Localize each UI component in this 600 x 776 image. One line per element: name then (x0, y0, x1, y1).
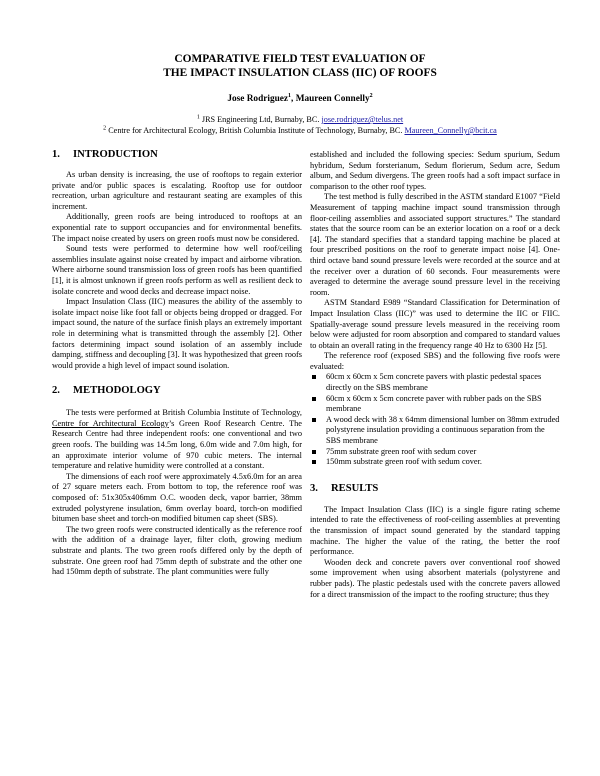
paper-title (40, 52, 560, 80)
paragraph: Impact Insulation Class (IIC) measures the ability of the assembly to isolate impact noise like foot fall or objects being dropped or dragged. For impact sound, the nature of the surface finish plays an extremely important role in determining what is transmitted through the assembly [2]. Other factors determining impact sound isolation of an assembly include damping, stiffness and decoupling [3]. It was hypothesized that green roofs would provide a high level of impact sound isolation. (52, 297, 302, 370)
title-line-2: THE IMPACT INSULATION CLASS (IIC) OF ROOFS (163, 67, 437, 79)
list-item: A wood deck with 38 x 64mm dimensional lumber on 38mm extruded polystyrene insulation providing a continuous separation from the SBS membrane (310, 415, 560, 447)
section-title: INTRODUCTION (73, 149, 158, 160)
affiliations (20, 114, 580, 136)
author-affiliation-marker: 2 (369, 92, 373, 99)
paragraph (52, 408, 302, 472)
author-list (40, 93, 560, 105)
affiliation-1 (20, 114, 580, 125)
section-number: 3. (310, 482, 318, 494)
email-link[interactable]: Maureen_Connelly@bcit.ca (404, 126, 497, 135)
section-heading-results (310, 483, 560, 495)
affiliation-text: JRS Engineering Ltd, Burnaby, BC. (201, 115, 322, 124)
roof-list (310, 372, 560, 467)
paragraph: Wooden deck and concrete pavers over conventional roof showed some improvement when using absorbent materials (polystyrene and rubber pads). The plastic pedestals used with the concrete pavers allowed for a direct transmission of the impact to the roofing structure; thus they (310, 557, 560, 599)
email-link[interactable]: jose.rodriguez@telus.net (321, 115, 404, 124)
paragraph: established and included the following species: Sedum spurium, Sedum hybridum, Sedum forsterianum, Sedum florierum, Sedum acre, Sedum album, and Sedum divergens. The green roofs had a soft impact surface in comparison to the other roof types. (310, 150, 560, 191)
paragraph-text: The tests were performed at British Columbia Institute of Technology, (66, 408, 302, 418)
left-column (52, 149, 302, 578)
paragraph: The test method is fully described in the ASTM standard E1007 “Field Measurement of tapping machine impact sound transmission through floor-ceiling assemblies and associated support structures.” The standard states that the source room can be an exterior location on a roof or a deck [4]. The standard specifies that a standard tapping machine be placed at four prescribed positions on the roof to generate impact noise [4]. One-third octave band sound pressure levels were recorded at the source and at the receiver over a duration of 60 seconds. Four measurements were averaged to determine the average sound pressure level in the receiving room. (310, 192, 560, 297)
paragraph: Sound tests were performed to determine how well roof/ceiling assemblies insulate against noise created by impact and airborne vibration. Where airborne sound transmission loss of green roofs has been quantified [1], it is almost unknown if green roofs perform as well as resilient deck to isolate concrete and wood decks and decrease impact noise. (52, 244, 302, 296)
section-title: METHODOLOGY (73, 385, 161, 397)
section-title: RESULTS (331, 482, 379, 494)
affiliation-2 (20, 125, 580, 136)
title-line-1: COMPARATIVE FIELD TEST EVALUATION OF (174, 53, 426, 65)
author-name: Maureen Connelly (295, 94, 370, 104)
affiliation-marker: 2 (103, 125, 107, 132)
paragraph: The two green roofs were constructed identically as the reference roof with the addition of a drainage layer, filter cloth, growing medium substrate and plants. The two green roofs differed only by the depth of substrate. One green roof had 75mm depth of substrate and the other one had 150mm depth of substrate. The plant communities were fully (52, 524, 302, 577)
paragraph-text: ’s Green Roof Research Centre. The Research Centre had three independent roofs: one conventional and two green roofs. The building was 14.5m long, 6.0m wide and 7.0m high, for an approximate interior volume of 970 cubic meters. The internal temperature and relative humidity were controlled at a constant. (52, 418, 302, 471)
author-separator: , (291, 94, 296, 104)
section-heading-methodology (52, 385, 302, 397)
section-heading-introduction (52, 149, 302, 161)
section-number: 1. (52, 149, 60, 160)
author-affiliation-marker: 1 (288, 92, 292, 99)
affiliation-text: Centre for Architectural Ecology, British Columbia Institute of Technology, Burnaby, BC. (108, 126, 405, 135)
list-item: 60cm x 60cm x 5cm concrete paver with rubber pads on the SBS membrane (310, 394, 560, 415)
section-number: 2. (52, 385, 60, 397)
list-item: 60cm x 60cm x 5cm concrete pavers with plastic pedestal spaces directly on the SBS membrane (310, 372, 560, 393)
affiliation-marker: 1 (196, 114, 200, 121)
list-item: 75mm substrate green roof with sedum cover (310, 447, 560, 458)
underlined-text: Centre for Architectural Ecology (52, 418, 169, 428)
paragraph: As urban density is increasing, the use of rooftops to regain exterior private and/or public spaces is escalating. Rooftop use for outdoor recreation, urban agriculture and restaurant seating are examples of this increment. (52, 170, 302, 211)
author-name: Jose Rodriguez (227, 94, 289, 104)
paragraph: ASTM Standard E989 “Standard Classification for Determination of Impact Insulation Class (IIC)” was used to determine the IIC or FIIC. Spatially-average sound pressure levels measured in the receiving room below were adjusted for room absorption and compared to standard values to obtain an overall rating in the frequency range 40 Hz to 6300 Hz [5]. (310, 298, 560, 350)
paragraph: The reference roof (exposed SBS) and the following five roofs were evaluated: (310, 351, 560, 371)
right-column (310, 150, 560, 600)
paragraph: Additionally, green roofs are being introduced to rooftops at an exponential rate to support occupancies and for environmental benefits. The impact noise created by users on green roofs must now be considered. (52, 212, 302, 243)
paragraph: The Impact Insulation Class (IIC) is a single figure rating scheme intended to rate the effectiveness of roof-ceiling assemblies at preventing the transmission of impact sound generated by the standard tapping machine. The higher the value of the rating, the better the roof performance. (310, 504, 560, 557)
paragraph: The dimensions of each roof were approximately 4.5x6.0m for an area of 27 square meters each. From bottom to top, the reference roof was composed of: 51x305x406mm O.C. wooden deck, vapor barrier, 38mm extruded polystyrene insulation, 6mm overlay board, torch-on modified bitumen base sheet and torch-on modified bitumen cap sheet (SBS). (52, 471, 302, 524)
list-item: 150mm substrate green roof with sedum cover. (310, 457, 560, 468)
